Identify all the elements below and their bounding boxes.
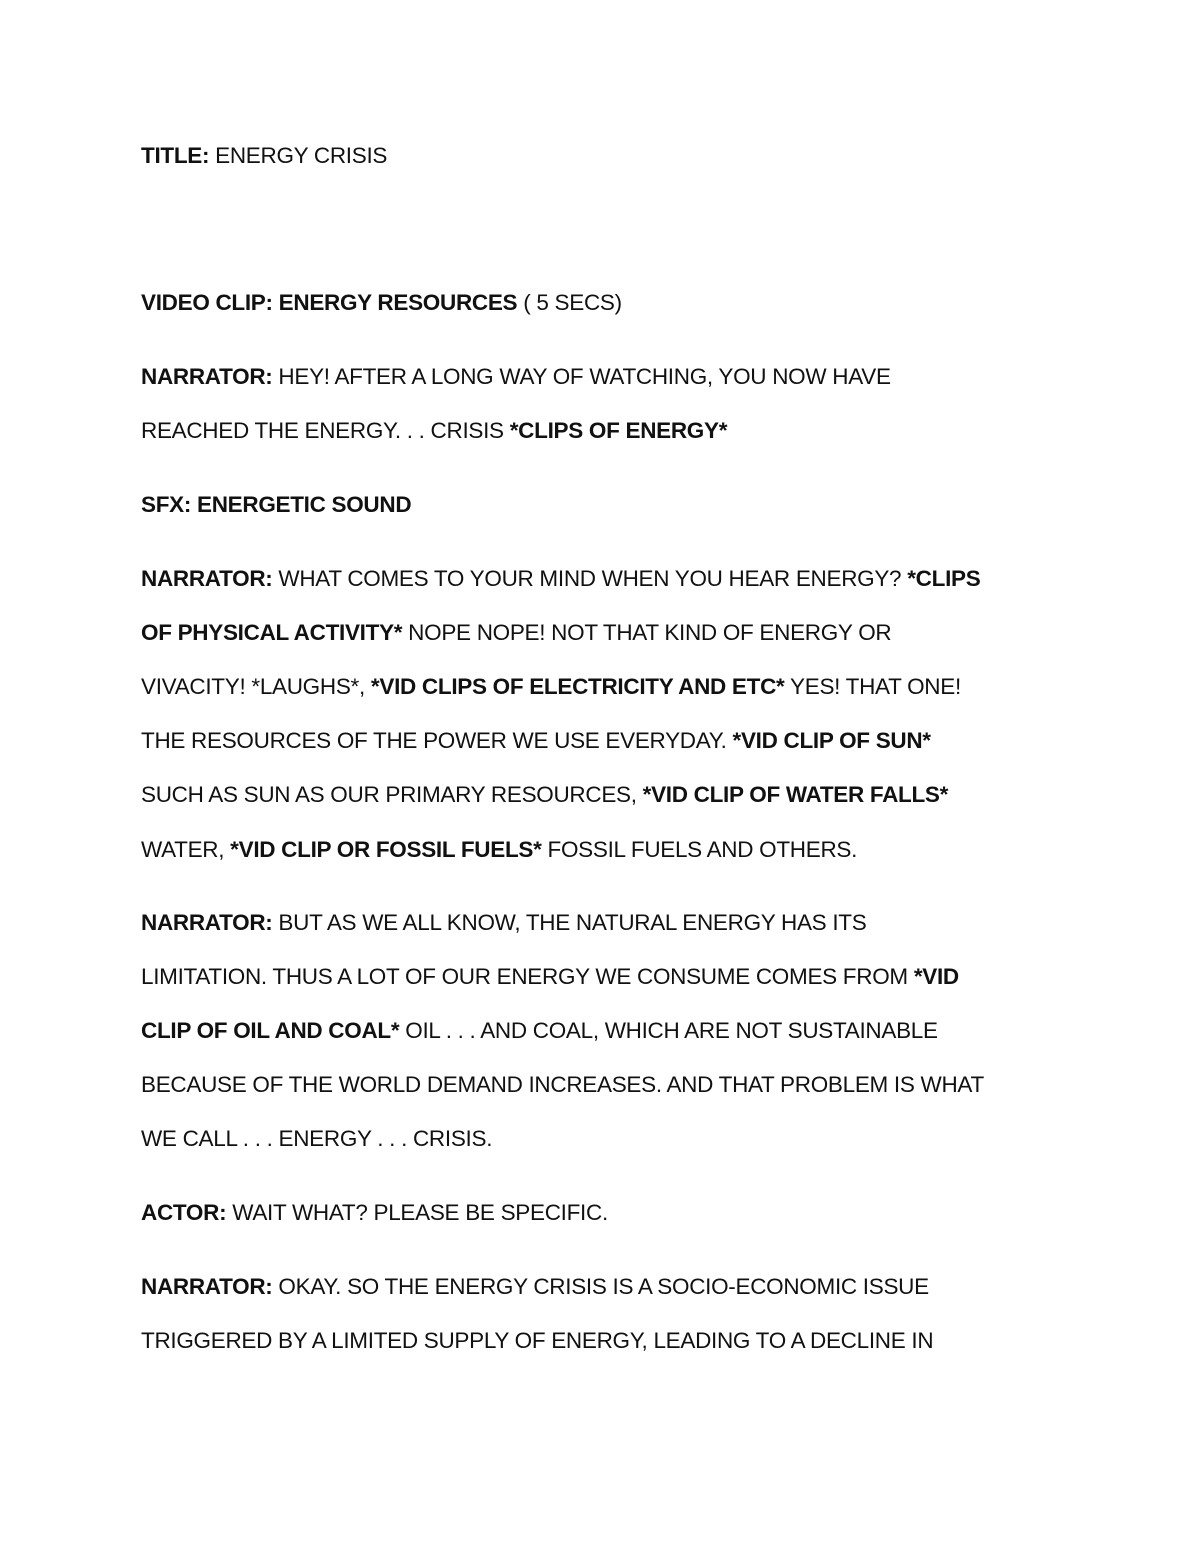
text-segment: YES! THAT ONE! [784, 674, 961, 699]
text-segment: BUT AS WE ALL KNOW, THE NATURAL ENERGY HAS ITS [272, 910, 867, 935]
bold-segment: *VID CLIP OR FOSSIL FUELS* [230, 837, 542, 862]
text-segment: TRIGGERED BY A LIMITED SUPPLY OF ENERGY, LEADING TO A DECLINE IN [141, 1328, 934, 1353]
text-segment: LIMITATION. THUS A LOT OF OUR ENERGY WE CONSUME COMES FROM [141, 964, 914, 989]
script-line [141, 1273, 929, 1301]
bold-segment: *VID CLIPS OF ELECTRICITY AND ETC* [370, 674, 785, 699]
text-segment: ( 5 SECS) [517, 290, 622, 315]
script-line [141, 417, 727, 445]
bold-segment: *CLIPS OF ENERGY* [509, 418, 728, 443]
script-line [141, 1199, 608, 1227]
bold-segment: NARRATOR: [141, 566, 273, 591]
bold-segment: CLIP OF OIL AND COAL* [141, 1018, 400, 1043]
document-title [141, 142, 387, 170]
text-segment: OKAY. SO THE ENERGY CRISIS IS A SOCIO-ECONOMIC ISSUE [272, 1274, 929, 1299]
bold-segment: *VID CLIP OF WATER FALLS* [642, 782, 949, 807]
bold-segment: NARRATOR: [141, 910, 273, 935]
text-segment: BECAUSE OF THE WORLD DEMAND INCREASES. AND THAT PROBLEM IS WHAT [141, 1072, 984, 1097]
script-line [141, 363, 891, 391]
text-segment: WAIT WHAT? PLEASE BE SPECIFIC. [226, 1200, 608, 1225]
text-segment: NOPE NOPE! NOT THAT KIND OF ENERGY OR [402, 620, 892, 645]
script-line [141, 673, 961, 701]
bold-segment: OF PHYSICAL ACTIVITY* [141, 620, 403, 645]
text-segment: WATER, [141, 837, 231, 862]
text-segment: OIL . . . AND COAL, WHICH ARE NOT SUSTAINABLE [399, 1018, 938, 1043]
bold-segment: NARRATOR: [141, 364, 273, 389]
script-line [141, 491, 411, 519]
script-line [141, 727, 931, 755]
script-line [141, 1017, 938, 1045]
title-label: TITLE: [141, 143, 210, 168]
text-segment: WHAT COMES TO YOUR MIND WHEN YOU HEAR ENERGY? [272, 566, 908, 591]
text-segment: HEY! AFTER A LONG WAY OF WATCHING, YOU NOW HAVE [272, 364, 891, 389]
script-line [141, 836, 857, 864]
bold-segment: *CLIPS [907, 566, 981, 591]
text-segment: VIVACITY! *LAUGHS*, [141, 674, 371, 699]
script-line [141, 289, 622, 317]
script-line [141, 963, 959, 991]
script-line [141, 1125, 492, 1153]
text-segment: THE RESOURCES OF THE POWER WE USE EVERYDAY. [141, 728, 733, 753]
script-line [141, 565, 980, 593]
bold-segment: NARRATOR: [141, 1274, 273, 1299]
script-line [141, 909, 866, 937]
text-segment: SUCH AS SUN AS OUR PRIMARY RESOURCES, [141, 782, 643, 807]
script-line [141, 619, 891, 647]
bold-segment: *VID CLIP OF SUN* [732, 728, 931, 753]
bold-segment: ACTOR: [141, 1200, 227, 1225]
bold-segment: *VID [913, 964, 959, 989]
text-segment: REACHED THE ENERGY. . . CRISIS [141, 418, 510, 443]
script-line [141, 781, 948, 809]
script-line [141, 1071, 984, 1099]
bold-segment: VIDEO CLIP: ENERGY RESOURCES [141, 290, 518, 315]
title-value: ENERGY CRISIS [209, 143, 388, 168]
bold-segment: SFX: ENERGETIC SOUND [141, 492, 412, 517]
text-segment: WE CALL . . . ENERGY . . . CRISIS. [141, 1126, 493, 1151]
text-segment: FOSSIL FUELS AND OTHERS. [541, 837, 858, 862]
script-line [141, 1327, 933, 1355]
